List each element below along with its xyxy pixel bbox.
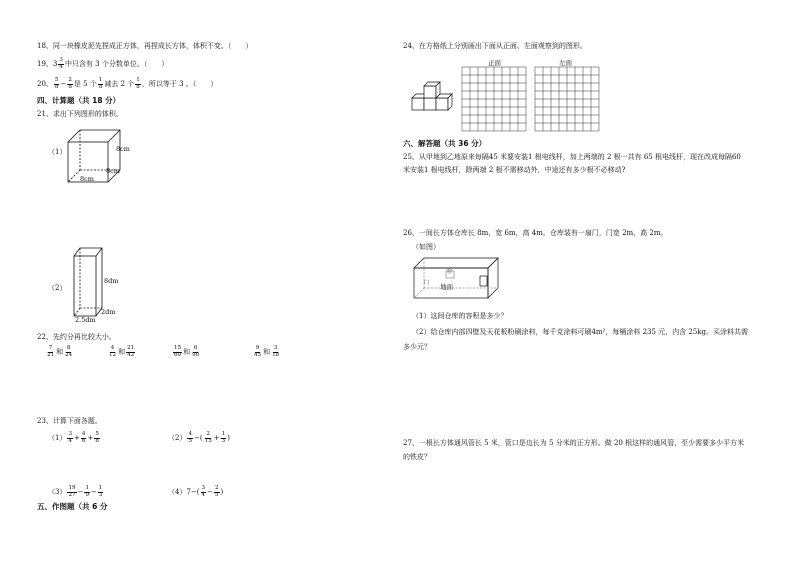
section-4-heading: 四、计算题（共 18 分） — [37, 96, 121, 105]
question-24: 24、在方格纸上分别画出下面从正面、左面观察到的图形。 — [403, 42, 587, 50]
q21-2-label: （2） — [48, 284, 67, 292]
question-26-line-1: 26、一间长方体仓库长 8m，宽 6m，高 4m。仓库装有一扇门，门宽 2m，高 2m。 — [403, 229, 668, 237]
question-26-figure-note: （如图） — [412, 243, 440, 251]
grid-left-label: 左面 — [559, 59, 572, 67]
q22-item-4: $\frac{9}{45}$ 和 $\frac{3}{18}$ — [254, 345, 280, 358]
q20-frac-c: $\frac{1}{8}$ — [98, 77, 103, 90]
question-21: 21、求出下列图形的体积。 — [37, 110, 123, 118]
section-6-heading: 六、解答题（共 36 分） — [403, 139, 487, 148]
cube-length-label: 8cm — [80, 175, 94, 183]
q23-3: （3） $\frac{19}{27}$ − $\frac{1}{9}$ − $\frac{1}{3}$ — [48, 485, 103, 498]
q20-frac-e: $\frac{1}{8}$ — [136, 77, 140, 90]
q20-frac-b: $\frac{2}{8}$ — [68, 77, 72, 90]
question-26-part-2-line-1: （2）给仓库内部四壁及天花板粉刷涂料，每千克涂料可刷4m²，每桶涂料 235 元，内含 25kg。买涂料共需 — [412, 328, 749, 336]
cubes-figure — [410, 78, 460, 118]
grid-left[interactable] — [535, 67, 599, 131]
q23-2: （2） $\frac{4}{5}$ −( $\frac{2}{15}$ + $\frac{1}{3}$ ) — [168, 431, 230, 444]
question-25-line-1: 25、从甲地到乙地原来每隔45 米要安装1 根电线杆，加上两端的 2 根一共有 65 根电线杆，现在改成每隔60 — [403, 153, 741, 161]
q19-suffix: 中只含有 3 个分数单位。（ ） — [64, 60, 169, 69]
cube-height-label: 8cm — [116, 145, 130, 153]
q21-1-label: （1） — [48, 148, 67, 156]
cube-width-label: 8cm — [106, 167, 120, 175]
q20-minus: − — [60, 80, 67, 89]
q23-1: （1） $\frac{3}{4}$ + $\frac{4}{6}$ + $\frac{5}{8}$ — [48, 431, 99, 444]
question-26-part-2-line-2: 多少元？ — [403, 343, 431, 351]
q22-item-1: $\frac{7}{21}$ 和 $\frac{8}{24}$ — [47, 345, 73, 358]
q20-suffix: ，所以等于 3 。（ ） — [141, 80, 218, 89]
question-23: 23、计算下面各题。 — [37, 417, 102, 425]
q19-fraction: $\frac{3}{4}$ — [59, 57, 63, 70]
question-27-line-1: 27、一根长方体通风管长 5 米，管口是边长为 5 分米的正方形。做 20 根这样的通风管，至少需要多少平方米 — [403, 439, 745, 447]
warehouse-figure — [412, 256, 502, 300]
q20-text-2: 减去 2 个 — [104, 80, 135, 89]
prism-width-label: 2dm — [101, 308, 116, 316]
cube-figure — [60, 126, 140, 186]
q22-item-2: $\frac{4}{12}$ 和 $\frac{21}{42}$ — [109, 345, 135, 358]
q19-prefix: 19、3 — [37, 60, 58, 69]
q20-text-1: 是 5 个 — [73, 80, 97, 89]
question-19 — [37, 58, 168, 70]
grid-front[interactable] — [462, 67, 526, 131]
q20-prefix: 20、 — [37, 80, 53, 89]
prism-length-label: 2.5dm — [75, 316, 96, 324]
grid-front-label: 正面 — [488, 59, 501, 67]
warehouse-floor-label: 地面 — [440, 283, 453, 291]
warehouse-door-label: 门 — [424, 280, 430, 286]
question-22: 22、先约分再比较大小。 — [37, 333, 116, 341]
section-5-heading: 五、作图题（共 6 分 — [37, 502, 108, 511]
question-25-line-2: 米安装1 根电线杆，除两端 2 根不需移动外，中途还有多少根不必移动? — [403, 166, 626, 174]
question-18: 18、同一块橡皮泥先捏成正方体，再捏成长方体，体积不变。（ ） — [37, 42, 253, 50]
prism-height-label: 8dm — [104, 277, 119, 285]
q22-item-3: $\frac{15}{60}$ 和 $\frac{6}{90}$ — [174, 345, 200, 358]
question-27-line-2: 的铁皮？ — [403, 453, 431, 461]
q20-frac-a: $\frac{5}{8}$ — [54, 77, 59, 90]
warehouse-window-label: 窗 — [447, 269, 453, 275]
question-26-part-1: （1）这间仓库的容积是多少？ — [412, 312, 508, 320]
question-20 — [37, 78, 217, 90]
q23-4: （4）7−( $\frac{3}{4}$ − $\frac{2}{5}$ ) — [168, 485, 224, 498]
